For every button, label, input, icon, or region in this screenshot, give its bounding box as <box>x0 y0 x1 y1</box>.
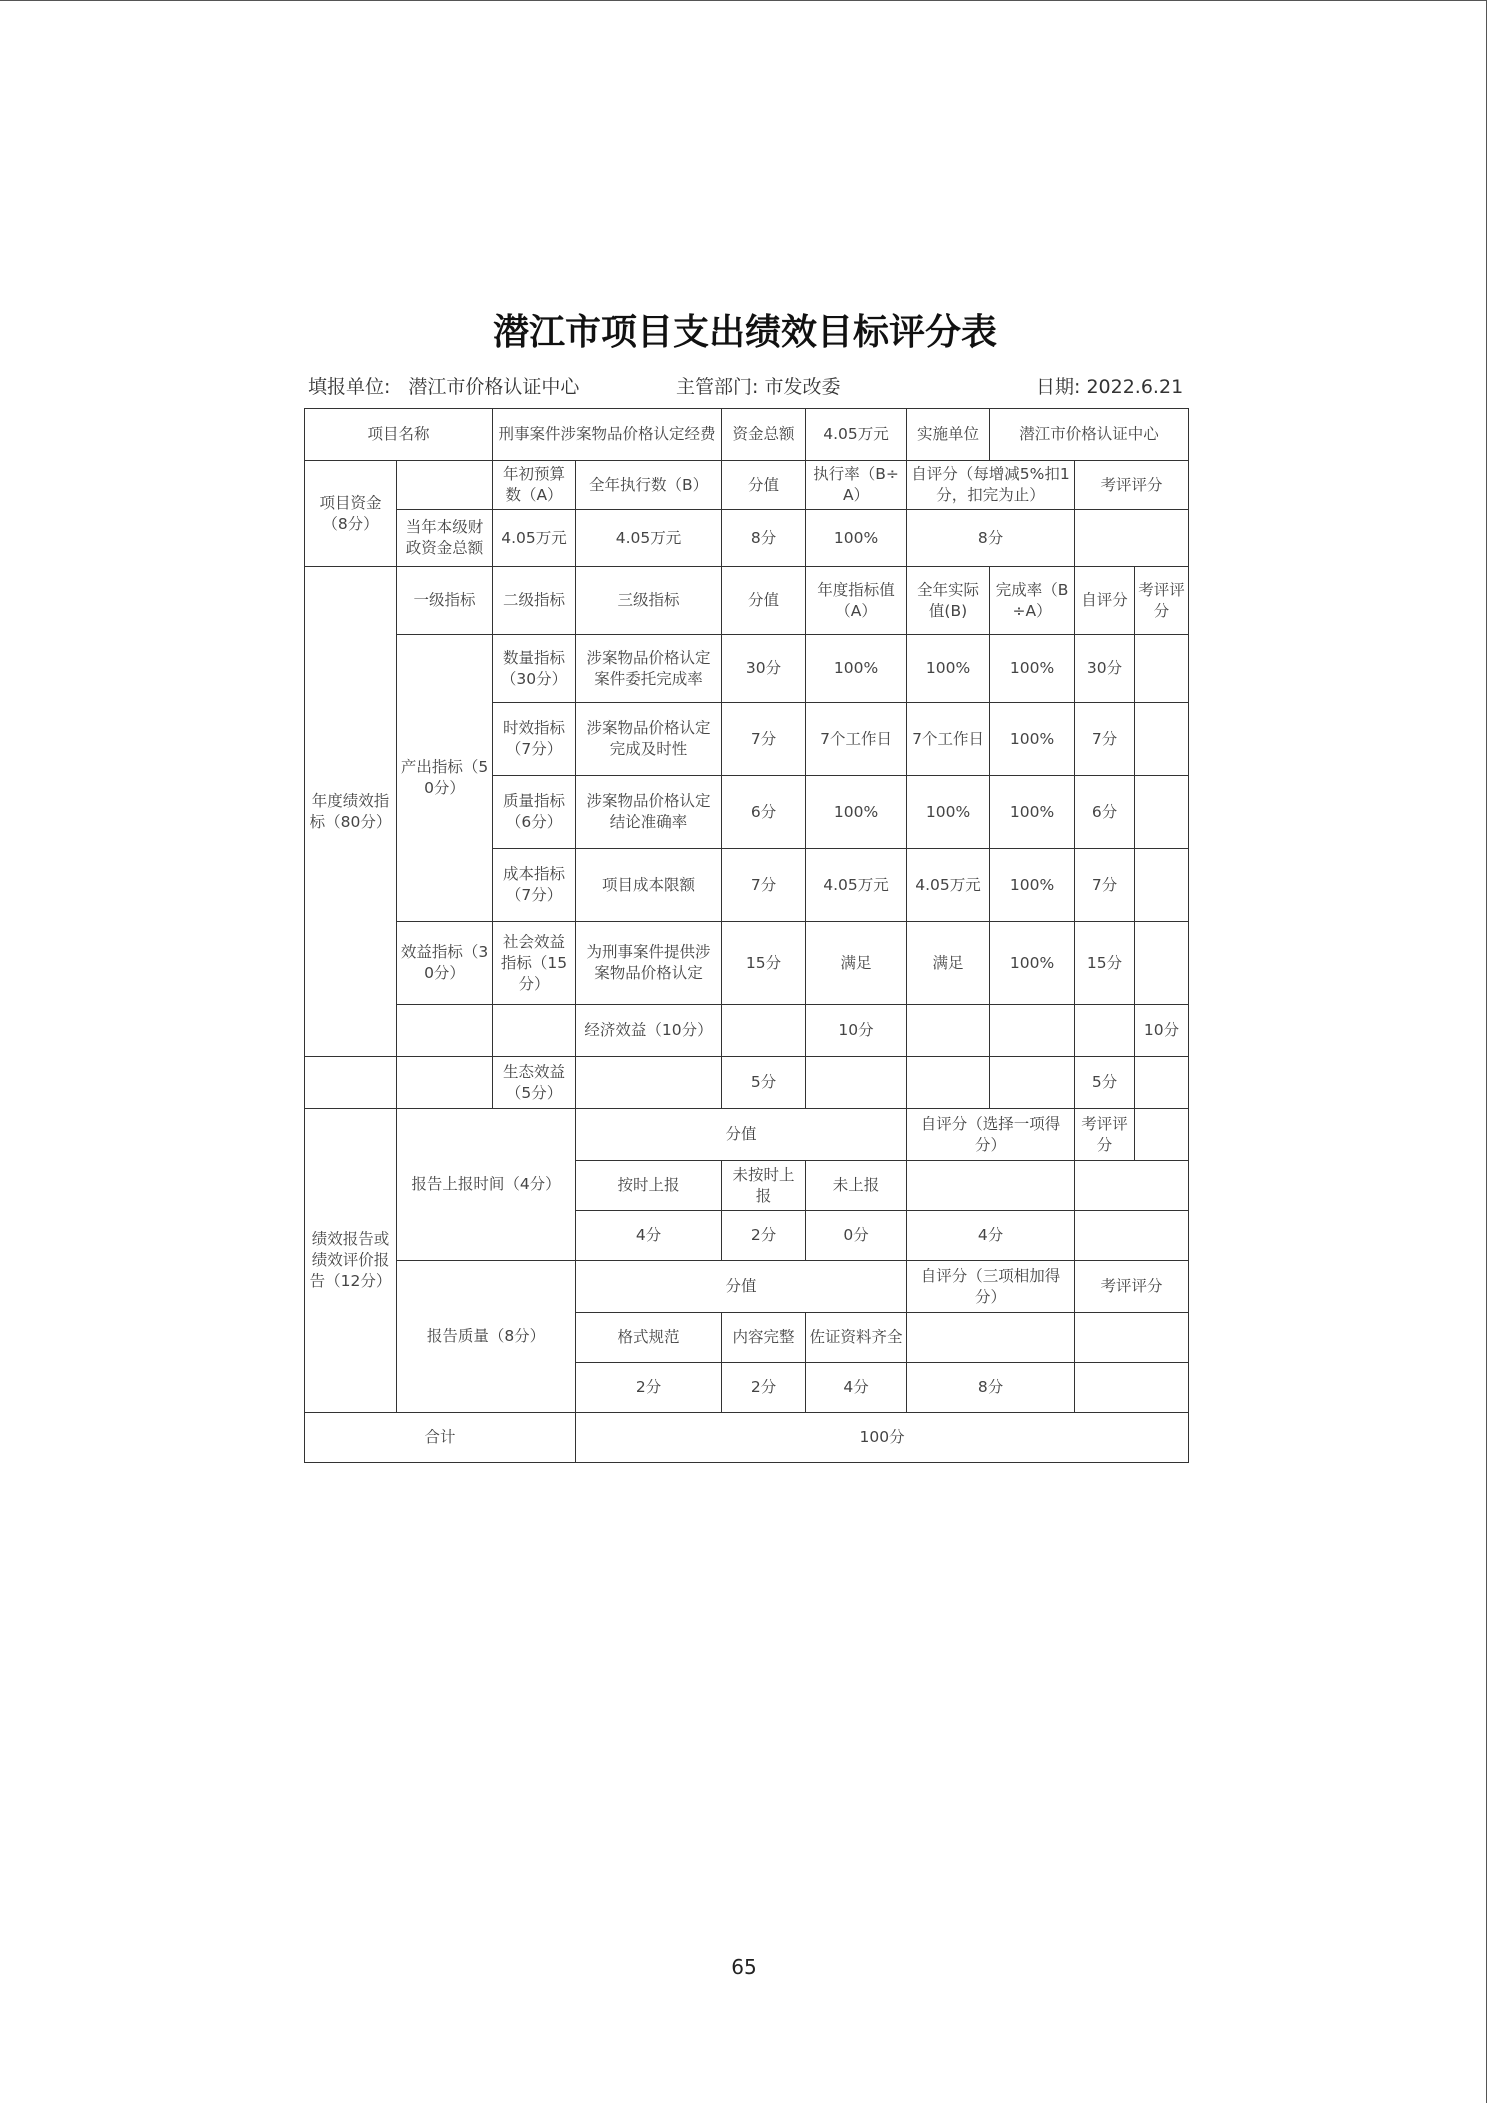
actual-cell: 7个工作日 <box>907 703 990 776</box>
review-score-cell <box>1135 703 1189 776</box>
level3-cell: 涉案物品价格认定结论准确率 <box>576 776 722 849</box>
level3-cell <box>576 1057 722 1109</box>
funds-empty-cell <box>397 461 493 510</box>
report-quality-self-label: 自评分（三项相加得分） <box>907 1261 1075 1313</box>
col-level3: 三级指标 <box>576 567 722 635</box>
project-name-label: 项目名称 <box>305 409 493 461</box>
empty-cell <box>1075 1161 1189 1211</box>
report-date-value: 2022.6.21 <box>1086 376 1184 398</box>
score-cell: 7分 <box>722 849 806 922</box>
target-cell <box>907 1005 990 1057</box>
review-score-cell <box>1135 635 1189 703</box>
funds-budget: 4.05万元 <box>493 510 576 567</box>
table-row <box>305 1005 1189 1057</box>
total-funds-value: 4.05万元 <box>806 409 907 461</box>
level3-cell: 项目成本限额 <box>576 849 722 922</box>
project-name-value: 刑事案件涉案物品价格认定经费 <box>493 409 722 461</box>
col-target: 年度指标值（A） <box>806 567 907 635</box>
funds-col-budget: 年初预算数（A） <box>493 461 576 510</box>
actual-cell: 100% <box>907 776 990 849</box>
completion-cell: 100% <box>990 849 1075 922</box>
review-score-cell <box>1135 922 1189 1005</box>
empty-cell <box>305 1057 397 1109</box>
actual-cell: 100% <box>907 635 990 703</box>
total-label: 合计 <box>305 1413 576 1463</box>
col-self: 自评分 <box>1075 567 1135 635</box>
not-reported-label: 未上报 <box>806 1161 907 1211</box>
level3-cell: 涉案物品价格认定案件委托完成率 <box>576 635 722 703</box>
actual-cell: 4.05万元 <box>907 849 990 922</box>
report-quality-review-label: 考评评分 <box>1075 1261 1189 1313</box>
table-row <box>305 635 1189 703</box>
on-time-label: 按时上报 <box>576 1161 722 1211</box>
report-quality-score-label: 分值 <box>576 1261 907 1313</box>
level2-cell: 质量指标（6分） <box>493 776 576 849</box>
filling-unit <box>308 372 579 399</box>
level2-cell: 生态效益（5分） <box>493 1057 576 1109</box>
self-score-cell: 30分 <box>1075 635 1135 703</box>
level2-cell: 经济效益（10分） <box>576 1005 722 1057</box>
funds-score: 8分 <box>722 510 806 567</box>
completion-cell <box>990 1057 1075 1109</box>
funds-review-score <box>1075 510 1189 567</box>
page-number: 65 <box>731 1955 757 1979</box>
table-row <box>305 922 1189 1005</box>
funds-header-row <box>305 461 1189 510</box>
actual-cell <box>907 1057 990 1109</box>
completion-cell: 100% <box>990 635 1075 703</box>
target-cell <box>806 1057 907 1109</box>
level2-cell: 时效指标（7分） <box>493 703 576 776</box>
funds-col-executed: 全年执行数（B） <box>576 461 722 510</box>
filling-unit-value: 潜江市价格认证中心 <box>408 376 580 398</box>
funds-col-rate: 执行率（B÷A） <box>806 461 907 510</box>
empty-cell <box>493 1005 576 1057</box>
funds-rate: 100% <box>806 510 907 567</box>
col-level2: 二级指标 <box>493 567 576 635</box>
competent-department-value: 市发改委 <box>764 376 841 398</box>
funds-section-label: 项目资金（8分） <box>305 461 397 567</box>
report-time-review-score <box>1075 1211 1189 1261</box>
completion-cell: 100% <box>990 776 1075 849</box>
score-cell: 6分 <box>722 776 806 849</box>
report-quality-self-score: 8分 <box>907 1363 1075 1413</box>
completion-cell: 100% <box>990 922 1075 1005</box>
score-table <box>304 408 1189 1463</box>
page-title: 潜江市项目支出绩效目标评分表 <box>492 311 997 353</box>
report-quality-review-score <box>1075 1363 1189 1413</box>
target-cell: 4.05万元 <box>806 849 907 922</box>
target-cell: 100% <box>806 635 907 703</box>
funds-executed: 4.05万元 <box>576 510 722 567</box>
level2-cell: 数量指标（30分） <box>493 635 576 703</box>
funds-col-review: 考评评分 <box>1075 461 1189 510</box>
content-score: 2分 <box>722 1363 806 1413</box>
review-score-cell <box>1135 776 1189 849</box>
review-score-cell <box>1135 849 1189 922</box>
report-date-label: 日期: <box>1036 376 1081 398</box>
total-funds-label: 资金总额 <box>722 409 806 461</box>
self-score-cell: 5分 <box>1075 1057 1135 1109</box>
funds-value-row <box>305 510 1189 567</box>
completion-cell <box>1075 1005 1135 1057</box>
report-quality-label: 报告质量（8分） <box>397 1261 576 1413</box>
completion-cell: 100% <box>990 703 1075 776</box>
competent-department-label: 主管部门: <box>676 376 759 398</box>
report-date <box>1036 372 1183 399</box>
col-actual: 全年实际值(B) <box>907 567 990 635</box>
col-score: 分值 <box>722 567 806 635</box>
review-score-cell <box>1135 1057 1189 1109</box>
target-cell: 7个工作日 <box>806 703 907 776</box>
filling-unit-label: 填报单位: <box>308 376 391 398</box>
project-header-row <box>305 409 1189 461</box>
level2-cell: 成本指标（7分） <box>493 849 576 922</box>
indicators-section-label: 年度绩效指标（80分） <box>305 567 397 1057</box>
empty-cell <box>397 1057 493 1109</box>
content-label: 内容完整 <box>722 1313 806 1363</box>
funds-row-label: 当年本级财政资金总额 <box>397 510 493 567</box>
report-quality-header-row <box>305 1261 1189 1313</box>
evidence-label: 佐证资料齐全 <box>806 1313 907 1363</box>
actual-cell <box>990 1005 1075 1057</box>
col-review: 考评评分 <box>1135 567 1189 635</box>
self-score-cell: 7分 <box>1075 849 1135 922</box>
self-score-cell: 7分 <box>1075 703 1135 776</box>
funds-col-self: 自评分（每增减5%扣1分，扣完为止） <box>907 461 1075 510</box>
empty-cell <box>907 1161 1075 1211</box>
level2-cell: 社会效益指标（15分） <box>493 922 576 1005</box>
late-score: 2分 <box>722 1211 806 1261</box>
indicators-header-row <box>305 567 1189 635</box>
report-time-score-label: 分值 <box>576 1109 907 1161</box>
format-label: 格式规范 <box>576 1313 722 1363</box>
report-time-header-row <box>305 1109 1189 1161</box>
score-cell: 5分 <box>722 1057 806 1109</box>
report-time-self-score: 4分 <box>907 1211 1075 1261</box>
self-score-cell: 10分 <box>1135 1005 1189 1057</box>
score-cell: 15分 <box>722 922 806 1005</box>
score-cell: 30分 <box>722 635 806 703</box>
output-indicator-label: 产出指标（50分） <box>397 635 493 922</box>
impl-unit-value: 潜江市价格认证中心 <box>990 409 1189 461</box>
late-label: 未按时上报 <box>722 1161 806 1211</box>
evidence-score: 4分 <box>806 1363 907 1413</box>
not-reported-score: 0分 <box>806 1211 907 1261</box>
format-score: 2分 <box>576 1363 722 1413</box>
total-value: 100分 <box>576 1413 1189 1463</box>
empty-cell <box>1135 1109 1189 1161</box>
col-level1: 一级指标 <box>397 567 493 635</box>
target-cell: 满足 <box>806 922 907 1005</box>
funds-self-score: 8分 <box>907 510 1075 567</box>
report-time-label: 报告上报时间（4分） <box>397 1109 576 1261</box>
empty-cell <box>397 1005 493 1057</box>
table-row <box>305 1057 1189 1109</box>
score-cell: 7分 <box>722 703 806 776</box>
level3-cell: 涉案物品价格认定完成及时性 <box>576 703 722 776</box>
report-time-self-label: 自评分（选择一项得分） <box>907 1109 1075 1161</box>
total-row <box>305 1413 1189 1463</box>
col-completion: 完成率（B÷A） <box>990 567 1075 635</box>
self-score-cell: 15分 <box>1075 922 1135 1005</box>
report-time-review-label: 考评评分 <box>1075 1109 1135 1161</box>
report-section-label: 绩效报告或绩效评价报告（12分） <box>305 1109 397 1413</box>
funds-col-score: 分值 <box>722 461 806 510</box>
actual-cell: 满足 <box>907 922 990 1005</box>
target-cell: 100% <box>806 776 907 849</box>
level3-cell: 为刑事案件提供涉案物品价格认定 <box>576 922 722 1005</box>
empty-cell <box>907 1313 1075 1363</box>
level3-cell <box>722 1005 806 1057</box>
impl-unit-label: 实施单位 <box>907 409 990 461</box>
score-cell: 10分 <box>806 1005 907 1057</box>
empty-cell <box>1075 1313 1189 1363</box>
self-score-cell: 6分 <box>1075 776 1135 849</box>
benefit-indicator-label: 效益指标（30分） <box>397 922 493 1005</box>
competent-department <box>676 372 840 399</box>
on-time-score: 4分 <box>576 1211 722 1261</box>
